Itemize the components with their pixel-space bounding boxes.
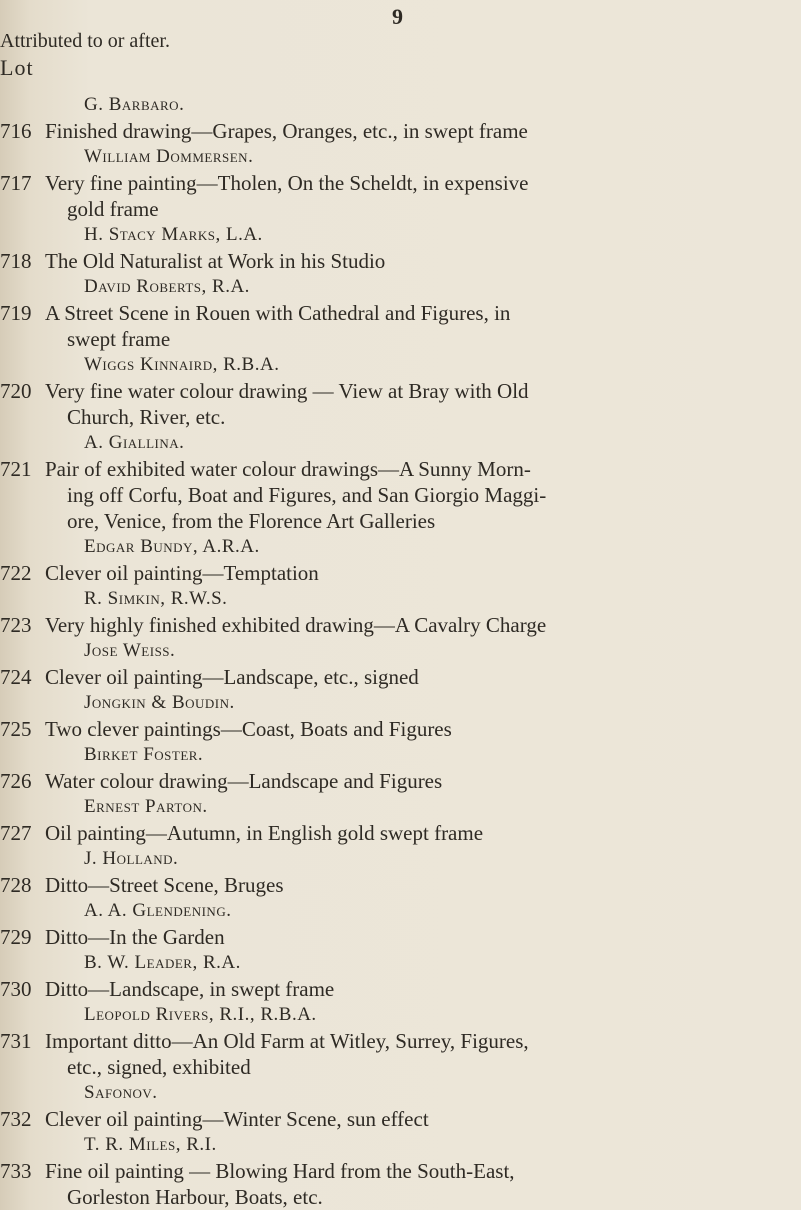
lot-description-line: etc., signed, exhibited <box>67 1055 251 1079</box>
lot-description <box>40 1106 780 1132</box>
lot-description-line: Ditto—Street Scene, Bruges <box>45 873 284 897</box>
lot-artist: William Dommersen. <box>84 146 254 167</box>
lot-description-line: Two clever paintings—Coast, Boats and Figures <box>45 717 452 741</box>
lot-description <box>40 1028 780 1080</box>
lot-description-line: Ditto—Landscape, in swept frame <box>45 977 335 1001</box>
lot-description-line: A Street Scene in Rouen with Cathedral and Figures, in <box>45 301 511 325</box>
lot-description-line: Very highly finished exhibited drawing—A Cavalry Charge <box>45 613 547 637</box>
lot-row <box>0 378 801 430</box>
lot-artist: Wiggs Kinnaird, R.B.A. <box>84 354 280 375</box>
lot-artist: R. Simkin, R.W.S. <box>84 588 228 609</box>
lot-artist: A. A. Glendening. <box>84 900 232 921</box>
lot-description-line: The Old Naturalist at Work in his Studio <box>45 249 386 273</box>
lot-artist: T. R. Miles, R.I. <box>84 1134 217 1155</box>
lot-number: 717 <box>0 171 32 195</box>
lot-description <box>40 768 780 794</box>
lot-list <box>0 92 801 1210</box>
lot-entry <box>0 430 801 534</box>
lot-entry <box>0 352 801 430</box>
lot-entry <box>0 534 801 586</box>
lot-row <box>0 872 801 898</box>
lot-description <box>40 378 780 430</box>
lot-artist: Ernest Parton. <box>84 796 208 817</box>
lot-description <box>40 716 780 742</box>
lot-number: 725 <box>0 717 32 741</box>
lot-row <box>0 560 801 586</box>
lot-description <box>40 170 780 222</box>
lot-description-line: ing off Corfu, Boat and Figures, and San Giorgio Maggi- <box>67 483 547 507</box>
lot-description-line: Oil painting—Autumn, in English gold swept frame <box>45 821 484 845</box>
lot-description-line: Finished drawing—Grapes, Oranges, etc., in swept frame <box>45 119 528 143</box>
lot-artist: H. Stacy Marks, L.A. <box>84 224 263 245</box>
lot-row <box>0 1028 801 1080</box>
lot-description <box>40 976 780 1002</box>
lot-artist: A. Giallina. <box>84 432 185 453</box>
lot-description-line: Gorleston Harbour, Boats, etc. <box>67 1185 323 1209</box>
lot-number: 728 <box>0 873 32 897</box>
lot-entry <box>0 144 801 222</box>
lot-artist: G. Barbaro. <box>84 94 185 115</box>
lot-entry <box>0 898 801 950</box>
lot-description-line: Very fine painting—Tholen, On the Scheldt, in expensive <box>45 171 529 195</box>
lot-row <box>0 716 801 742</box>
lot-row <box>0 300 801 352</box>
lot-entry <box>0 92 801 144</box>
lot-description-line: gold frame <box>67 197 159 221</box>
lot-row <box>0 118 801 144</box>
lot-row <box>0 924 801 950</box>
lot-description <box>40 118 780 144</box>
lot-entry <box>0 742 801 794</box>
lot-description-line: Important ditto—An Old Farm at Witley, Surrey, Figures, <box>45 1029 529 1053</box>
lot-description-line: Clever oil painting—Winter Scene, sun effect <box>45 1107 429 1131</box>
lot-artist: Safonov. <box>84 1082 158 1103</box>
lot-row <box>0 612 801 638</box>
lot-entry <box>0 638 801 690</box>
lot-description <box>40 924 780 950</box>
lot-number: 732 <box>0 1107 32 1131</box>
lot-artist: Jongkin & Boudin. <box>84 692 235 713</box>
lot-entry <box>0 794 801 846</box>
lot-number: 730 <box>0 977 32 1001</box>
lot-entry <box>0 950 801 1002</box>
lot-description <box>40 300 780 352</box>
lot-entry <box>0 1002 801 1080</box>
lot-description <box>40 560 780 586</box>
lot-row <box>0 170 801 222</box>
lot-entry <box>0 222 801 274</box>
lot-number: 724 <box>0 665 32 689</box>
lot-description <box>40 664 780 690</box>
lot-number: 727 <box>0 821 32 845</box>
lot-description-line: Clever oil painting—Landscape, etc., signed <box>45 665 419 689</box>
lot-row <box>0 456 801 534</box>
lot-entry <box>0 846 801 898</box>
lot-description <box>40 248 780 274</box>
lot-number: 733 <box>0 1159 32 1183</box>
lot-artist: David Roberts, R.A. <box>84 276 250 297</box>
lot-number: 723 <box>0 613 32 637</box>
lot-entry <box>0 274 801 352</box>
lot-description-line: Water colour drawing—Landscape and Figures <box>45 769 443 793</box>
lot-description <box>40 612 780 638</box>
lot-artist: B. W. Leader, R.A. <box>84 952 241 973</box>
lot-description <box>40 820 780 846</box>
lot-number: 731 <box>0 1029 32 1053</box>
lot-description <box>40 456 780 534</box>
section-header: Attributed to or after. <box>0 30 170 52</box>
lot-artist: Jose Weiss. <box>84 640 176 661</box>
lot-description-line: swept frame <box>67 327 171 351</box>
lot-description-line: Pair of exhibited water colour drawings—A Sunny Morn- <box>45 457 531 481</box>
lot-row <box>0 664 801 690</box>
lot-number: 721 <box>0 457 32 481</box>
lot-number: 716 <box>0 119 32 143</box>
lot-artist: Edgar Bundy, A.R.A. <box>84 536 260 557</box>
lot-description-line: ore, Venice, from the Florence Art Galleries <box>67 509 436 533</box>
lot-description <box>40 872 780 898</box>
lot-artist: Birket Foster. <box>84 744 204 765</box>
lot-entry <box>0 690 801 742</box>
lot-row <box>0 1158 801 1210</box>
lot-row <box>0 976 801 1002</box>
lot-row <box>0 1106 801 1132</box>
lot-description-line: Very fine water colour drawing — View at Bray with Old <box>45 379 529 403</box>
page-number: 9 <box>392 4 403 29</box>
lot-number: 729 <box>0 925 32 949</box>
lot-row <box>0 248 801 274</box>
lot-number: 719 <box>0 301 32 325</box>
lot-row <box>0 820 801 846</box>
lot-row <box>0 768 801 794</box>
lot-entry <box>0 1132 801 1210</box>
lot-number: 722 <box>0 561 32 585</box>
lot-artist: Leopold Rivers, R.I., R.B.A. <box>84 1004 317 1025</box>
lot-entry <box>0 586 801 638</box>
lot-entry <box>0 1080 801 1132</box>
lot-artist: J. Holland. <box>84 848 179 869</box>
lot-column-heading: Lot <box>0 55 34 80</box>
lot-description-line: Clever oil painting—Temptation <box>45 561 319 585</box>
lot-number: 720 <box>0 379 32 403</box>
lot-description <box>40 1158 780 1210</box>
lot-number: 726 <box>0 769 32 793</box>
lot-description-line: Fine oil painting — Blowing Hard from the South-East, <box>45 1159 515 1183</box>
lot-number: 718 <box>0 249 32 273</box>
lot-description-line: Church, River, etc. <box>67 405 226 429</box>
lot-description-line: Ditto—In the Garden <box>45 925 225 949</box>
